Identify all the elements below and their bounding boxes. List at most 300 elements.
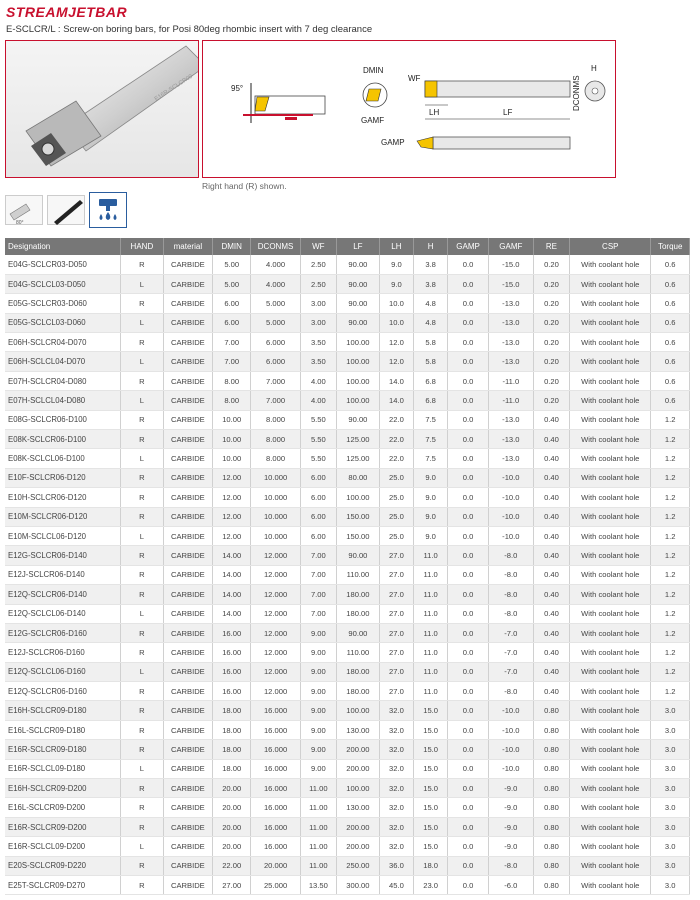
table-cell: CARBIDE bbox=[163, 371, 212, 390]
lf-label: LF bbox=[503, 108, 513, 117]
table-row bbox=[5, 333, 690, 352]
table-cell: 100.00 bbox=[337, 352, 380, 371]
table-cell: 27.0 bbox=[379, 585, 413, 604]
table-cell: 12.000 bbox=[251, 546, 300, 565]
column-header: LF bbox=[337, 238, 380, 255]
table-row bbox=[5, 585, 690, 604]
table-cell: CARBIDE bbox=[163, 333, 212, 352]
table-cell: 11.00 bbox=[300, 837, 336, 856]
table-cell: 11.0 bbox=[414, 565, 448, 584]
table-cell: 0.6 bbox=[651, 352, 690, 371]
table-cell: 0.20 bbox=[533, 255, 569, 274]
table-cell: 0.40 bbox=[533, 449, 569, 468]
table-cell: -8.0 bbox=[488, 604, 533, 623]
table-cell: 0.0 bbox=[448, 682, 489, 701]
table-cell: 5.000 bbox=[251, 313, 300, 332]
table-cell: 0.0 bbox=[448, 585, 489, 604]
table-cell: 32.0 bbox=[379, 817, 413, 836]
table-cell: 0.20 bbox=[533, 391, 569, 410]
bar-top-view bbox=[408, 74, 581, 119]
table-cell: 9.0 bbox=[414, 507, 448, 526]
table-body bbox=[5, 255, 690, 895]
table-cell: 90.00 bbox=[337, 313, 380, 332]
table-cell: 7.5 bbox=[414, 430, 448, 449]
table-cell: 32.0 bbox=[379, 701, 413, 720]
table-row bbox=[5, 643, 690, 662]
table-cell: 0.0 bbox=[448, 643, 489, 662]
table-cell: CARBIDE bbox=[163, 643, 212, 662]
table-cell: -13.0 bbox=[488, 333, 533, 352]
table-cell: With coolant hole bbox=[570, 526, 651, 545]
table-cell: 7.00 bbox=[300, 585, 336, 604]
table-cell: 23.0 bbox=[414, 876, 448, 895]
table-cell: 11.0 bbox=[414, 546, 448, 565]
table-cell: E07H-SCLCR04-D080 bbox=[5, 371, 121, 390]
table-row bbox=[5, 255, 690, 274]
table-cell: 15.0 bbox=[414, 701, 448, 720]
table-cell: -7.0 bbox=[488, 643, 533, 662]
table-cell: 5.00 bbox=[212, 274, 251, 293]
column-header: Torque bbox=[651, 238, 690, 255]
table-cell: 12.000 bbox=[251, 565, 300, 584]
table-cell: -13.0 bbox=[488, 430, 533, 449]
thumbnail-row bbox=[5, 192, 127, 228]
table-row bbox=[5, 371, 690, 390]
table-cell: 0.0 bbox=[448, 759, 489, 778]
table-cell: With coolant hole bbox=[570, 798, 651, 817]
table-cell: 9.00 bbox=[300, 662, 336, 681]
table-cell: R bbox=[121, 255, 164, 274]
table-cell: 18.00 bbox=[212, 740, 251, 759]
table-cell: 5.00 bbox=[212, 255, 251, 274]
table-cell: With coolant hole bbox=[570, 371, 651, 390]
table-cell: 15.0 bbox=[414, 798, 448, 817]
table-cell: 3.00 bbox=[300, 294, 336, 313]
table-cell: R bbox=[121, 585, 164, 604]
table-cell: 0.20 bbox=[533, 333, 569, 352]
table-cell: E12G-SCLCR06-D140 bbox=[5, 546, 121, 565]
table-cell: 90.00 bbox=[337, 274, 380, 293]
table-cell: 25.0 bbox=[379, 468, 413, 487]
table-cell: CARBIDE bbox=[163, 759, 212, 778]
table-row bbox=[5, 720, 690, 739]
table-cell: 0.40 bbox=[533, 682, 569, 701]
table-cell: 0.0 bbox=[448, 701, 489, 720]
table-row bbox=[5, 779, 690, 798]
table-cell: 10.0 bbox=[379, 313, 413, 332]
table-cell: With coolant hole bbox=[570, 720, 651, 739]
table-cell: With coolant hole bbox=[570, 255, 651, 274]
table-cell: 0.40 bbox=[533, 604, 569, 623]
table-row bbox=[5, 352, 690, 371]
table-cell: 180.00 bbox=[337, 682, 380, 701]
table-cell: E10M-SCLCR06-D120 bbox=[5, 507, 121, 526]
table-cell: 5.50 bbox=[300, 449, 336, 468]
dconms-label: DCONMS bbox=[572, 75, 581, 111]
table-cell: 27.00 bbox=[212, 876, 251, 895]
table-cell: 6.00 bbox=[300, 488, 336, 507]
table-cell: 0.40 bbox=[533, 430, 569, 449]
table-cell: CARBIDE bbox=[163, 468, 212, 487]
table-cell: 16.000 bbox=[251, 817, 300, 836]
table-cell: 16.000 bbox=[251, 798, 300, 817]
table-cell: 27.0 bbox=[379, 682, 413, 701]
table-cell: 8.000 bbox=[251, 430, 300, 449]
table-cell: 0.0 bbox=[448, 410, 489, 429]
table-cell: With coolant hole bbox=[570, 817, 651, 836]
table-cell: CARBIDE bbox=[163, 488, 212, 507]
table-cell: 7.5 bbox=[414, 449, 448, 468]
table-cell: -13.0 bbox=[488, 352, 533, 371]
table-cell: 0.0 bbox=[448, 430, 489, 449]
approach-angle-sketch bbox=[231, 83, 325, 123]
column-header: LH bbox=[379, 238, 413, 255]
page-subtitle: E-SCLCR/L : Screw-on boring bars, for Posi 80deg rhombic insert with 7 deg clearance bbox=[6, 24, 373, 35]
table-cell: 200.00 bbox=[337, 740, 380, 759]
table-cell: 90.00 bbox=[337, 623, 380, 642]
table-cell: 36.0 bbox=[379, 856, 413, 875]
table-row bbox=[5, 662, 690, 681]
table-cell: With coolant hole bbox=[570, 546, 651, 565]
table-cell: 16.000 bbox=[251, 759, 300, 778]
table-row bbox=[5, 798, 690, 817]
table-cell: E05G-SCLCL03-D060 bbox=[5, 313, 121, 332]
table-cell: 5.000 bbox=[251, 294, 300, 313]
table-cell: CARBIDE bbox=[163, 720, 212, 739]
table-cell: 1.2 bbox=[651, 565, 690, 584]
brand-logo: STREAMJETBAR bbox=[6, 4, 128, 20]
table-cell: 14.0 bbox=[379, 371, 413, 390]
table-cell: CARBIDE bbox=[163, 565, 212, 584]
table-cell: E08G-SCLCR06-D100 bbox=[5, 410, 121, 429]
table-cell: 14.00 bbox=[212, 604, 251, 623]
table-cell: 0.20 bbox=[533, 274, 569, 293]
table-cell: 11.0 bbox=[414, 604, 448, 623]
table-cell: 3.00 bbox=[300, 313, 336, 332]
table-cell: 130.00 bbox=[337, 720, 380, 739]
table-cell: L bbox=[121, 391, 164, 410]
table-cell: CARBIDE bbox=[163, 546, 212, 565]
table-cell: 13.50 bbox=[300, 876, 336, 895]
table-cell: 11.00 bbox=[300, 779, 336, 798]
table-cell: 1.2 bbox=[651, 468, 690, 487]
table-cell: 16.00 bbox=[212, 623, 251, 642]
table-cell: -13.0 bbox=[488, 294, 533, 313]
table-cell: 9.00 bbox=[300, 643, 336, 662]
table-cell: 7.00 bbox=[212, 333, 251, 352]
table-cell: -8.0 bbox=[488, 856, 533, 875]
table-cell: R bbox=[121, 507, 164, 526]
table-cell: -13.0 bbox=[488, 449, 533, 468]
table-cell: 150.00 bbox=[337, 526, 380, 545]
table-cell: 0.0 bbox=[448, 255, 489, 274]
table-cell: 12.00 bbox=[212, 468, 251, 487]
table-cell: 4.8 bbox=[414, 313, 448, 332]
table-cell: 1.2 bbox=[651, 604, 690, 623]
table-cell: With coolant hole bbox=[570, 604, 651, 623]
table-cell: -13.0 bbox=[488, 410, 533, 429]
table-cell: 0.40 bbox=[533, 546, 569, 565]
table-cell: 32.0 bbox=[379, 759, 413, 778]
table-cell: -9.0 bbox=[488, 837, 533, 856]
table-row bbox=[5, 430, 690, 449]
table-cell: 0.40 bbox=[533, 410, 569, 429]
table-cell: With coolant hole bbox=[570, 740, 651, 759]
table-cell: With coolant hole bbox=[570, 468, 651, 487]
table-cell: 0.80 bbox=[533, 720, 569, 739]
table-cell: 200.00 bbox=[337, 837, 380, 856]
table-cell: E12G-SCLCR06-D160 bbox=[5, 623, 121, 642]
table-cell: 7.00 bbox=[212, 352, 251, 371]
table-row bbox=[5, 701, 690, 720]
table-cell: L bbox=[121, 449, 164, 468]
table-cell: 100.00 bbox=[337, 488, 380, 507]
table-cell: 0.0 bbox=[448, 565, 489, 584]
table-cell: 9.0 bbox=[379, 255, 413, 274]
table-header-row bbox=[5, 238, 690, 255]
table-cell: 10.00 bbox=[212, 449, 251, 468]
table-cell: 18.00 bbox=[212, 701, 251, 720]
table-cell: 6.00 bbox=[300, 468, 336, 487]
table-cell: CARBIDE bbox=[163, 798, 212, 817]
table-cell: L bbox=[121, 837, 164, 856]
table-row bbox=[5, 313, 690, 332]
specification-table bbox=[5, 238, 690, 895]
table-cell: 20.00 bbox=[212, 779, 251, 798]
insert-thumbnail bbox=[5, 195, 43, 225]
table-cell: CARBIDE bbox=[163, 837, 212, 856]
table-cell: R bbox=[121, 701, 164, 720]
table-cell: 3.0 bbox=[651, 798, 690, 817]
table-cell: 0.0 bbox=[448, 740, 489, 759]
table-cell: 32.0 bbox=[379, 779, 413, 798]
table-cell: -10.0 bbox=[488, 740, 533, 759]
table-cell: R bbox=[121, 294, 164, 313]
table-cell: 16.00 bbox=[212, 662, 251, 681]
table-cell: 0.0 bbox=[448, 333, 489, 352]
table-cell: 130.00 bbox=[337, 798, 380, 817]
table-cell: 14.00 bbox=[212, 546, 251, 565]
table-cell: 6.000 bbox=[251, 333, 300, 352]
table-cell: 0.40 bbox=[533, 623, 569, 642]
table-cell: 0.0 bbox=[448, 488, 489, 507]
table-cell: 1.2 bbox=[651, 643, 690, 662]
technical-drawing bbox=[202, 40, 616, 178]
table-cell: 0.0 bbox=[448, 294, 489, 313]
table-cell: 8.00 bbox=[212, 391, 251, 410]
table-cell: E10F-SCLCR06-D120 bbox=[5, 468, 121, 487]
gamf-label: GAMF bbox=[361, 116, 385, 125]
table-cell: L bbox=[121, 662, 164, 681]
table-cell: 25.0 bbox=[379, 488, 413, 507]
table-cell: 0.40 bbox=[533, 526, 569, 545]
table-cell: 32.0 bbox=[379, 798, 413, 817]
coolant-icon bbox=[89, 192, 127, 228]
table-cell: 0.80 bbox=[533, 740, 569, 759]
table-cell: 4.000 bbox=[251, 274, 300, 293]
table-cell: 0.80 bbox=[533, 779, 569, 798]
table-cell: With coolant hole bbox=[570, 623, 651, 642]
table-cell: CARBIDE bbox=[163, 391, 212, 410]
table-cell: 0.0 bbox=[448, 507, 489, 526]
table-cell: E16R-SCLCR09-D200 bbox=[5, 817, 121, 836]
table-row bbox=[5, 856, 690, 875]
table-cell: -11.0 bbox=[488, 391, 533, 410]
table-cell: 200.00 bbox=[337, 817, 380, 836]
table-cell: 10.00 bbox=[212, 410, 251, 429]
table-cell: With coolant hole bbox=[570, 488, 651, 507]
table-cell: 1.2 bbox=[651, 449, 690, 468]
table-cell: CARBIDE bbox=[163, 585, 212, 604]
table-cell: 6.000 bbox=[251, 352, 300, 371]
table-row bbox=[5, 682, 690, 701]
table-cell: 200.00 bbox=[337, 759, 380, 778]
table-cell: 100.00 bbox=[337, 391, 380, 410]
wf-label: WF bbox=[408, 74, 421, 83]
table-cell: 0.0 bbox=[448, 546, 489, 565]
table-cell: 12.00 bbox=[212, 507, 251, 526]
table-cell: 0.6 bbox=[651, 371, 690, 390]
table-cell: With coolant hole bbox=[570, 333, 651, 352]
table-cell: 3.0 bbox=[651, 856, 690, 875]
table-row bbox=[5, 565, 690, 584]
table-cell: 0.0 bbox=[448, 856, 489, 875]
table-cell: 0.0 bbox=[448, 274, 489, 293]
table-cell: 9.0 bbox=[379, 274, 413, 293]
table-cell: E12Q-SCLCR06-D140 bbox=[5, 585, 121, 604]
table-cell: CARBIDE bbox=[163, 507, 212, 526]
table-cell: -8.0 bbox=[488, 565, 533, 584]
table-cell: 32.0 bbox=[379, 720, 413, 739]
table-cell: 11.00 bbox=[300, 856, 336, 875]
table-row bbox=[5, 468, 690, 487]
table-cell: E16L-SCLCR09-D180 bbox=[5, 720, 121, 739]
table-cell: E04G-SCLCL03-D050 bbox=[5, 274, 121, 293]
table-cell: R bbox=[121, 643, 164, 662]
drawing-caption: Right hand (R) shown. bbox=[202, 181, 287, 191]
table-cell: 100.00 bbox=[337, 371, 380, 390]
table-cell: E10M-SCLCL06-D120 bbox=[5, 526, 121, 545]
table-row bbox=[5, 410, 690, 429]
table-cell: 6.8 bbox=[414, 371, 448, 390]
table-cell: 6.8 bbox=[414, 391, 448, 410]
table-cell: -6.0 bbox=[488, 876, 533, 895]
table-row bbox=[5, 837, 690, 856]
table-cell: R bbox=[121, 623, 164, 642]
table-cell: 0.0 bbox=[448, 662, 489, 681]
table-cell: CARBIDE bbox=[163, 856, 212, 875]
table-cell: 0.6 bbox=[651, 274, 690, 293]
table-cell: 1.2 bbox=[651, 430, 690, 449]
column-header: DMIN bbox=[212, 238, 251, 255]
column-header: RE bbox=[533, 238, 569, 255]
table-cell: -8.0 bbox=[488, 682, 533, 701]
table-cell: R bbox=[121, 817, 164, 836]
table-cell: 8.00 bbox=[212, 371, 251, 390]
table-cell: E12Q-SCLCR06-D160 bbox=[5, 682, 121, 701]
table-row bbox=[5, 391, 690, 410]
table-cell: CARBIDE bbox=[163, 352, 212, 371]
table-cell: 25.0 bbox=[379, 507, 413, 526]
table-cell: 0.0 bbox=[448, 720, 489, 739]
table-cell: 0.20 bbox=[533, 352, 569, 371]
insert-detail bbox=[361, 66, 387, 125]
table-cell: 11.00 bbox=[300, 817, 336, 836]
table-cell: 4.000 bbox=[251, 255, 300, 274]
table-cell: 16.000 bbox=[251, 720, 300, 739]
table-cell: 0.0 bbox=[448, 449, 489, 468]
table-cell: 32.0 bbox=[379, 837, 413, 856]
table-cell: R bbox=[121, 468, 164, 487]
table-cell: -10.0 bbox=[488, 507, 533, 526]
table-cell: -7.0 bbox=[488, 623, 533, 642]
table-cell: 300.00 bbox=[337, 876, 380, 895]
table-cell: 180.00 bbox=[337, 662, 380, 681]
table-cell: 0.0 bbox=[448, 526, 489, 545]
table-cell: -9.0 bbox=[488, 798, 533, 817]
table-cell: 100.00 bbox=[337, 333, 380, 352]
table-cell: 1.2 bbox=[651, 526, 690, 545]
table-row bbox=[5, 604, 690, 623]
table-cell: 15.0 bbox=[414, 740, 448, 759]
table-cell: E16H-SCLCR09-D180 bbox=[5, 701, 121, 720]
table-cell: 16.000 bbox=[251, 701, 300, 720]
table-cell: 16.000 bbox=[251, 837, 300, 856]
lh-label: LH bbox=[429, 108, 440, 117]
table-cell: 0.40 bbox=[533, 643, 569, 662]
table-cell: CARBIDE bbox=[163, 294, 212, 313]
table-cell: With coolant hole bbox=[570, 449, 651, 468]
column-header: HAND bbox=[121, 238, 164, 255]
table-cell: 16.000 bbox=[251, 740, 300, 759]
table-cell: 90.00 bbox=[337, 546, 380, 565]
table-cell: E05G-SCLCR03-D060 bbox=[5, 294, 121, 313]
table-cell: 4.8 bbox=[414, 294, 448, 313]
table-cell: 12.000 bbox=[251, 682, 300, 701]
table-cell: -9.0 bbox=[488, 817, 533, 836]
table-cell: 12.00 bbox=[212, 526, 251, 545]
table-cell: E12Q-SCLCL06-D160 bbox=[5, 662, 121, 681]
bar-side-view bbox=[381, 137, 570, 149]
table-cell: 1.2 bbox=[651, 410, 690, 429]
table-cell: 0.6 bbox=[651, 333, 690, 352]
table-cell: L bbox=[121, 352, 164, 371]
table-cell: -11.0 bbox=[488, 371, 533, 390]
table-cell: 2.50 bbox=[300, 255, 336, 274]
column-header: material bbox=[163, 238, 212, 255]
table-cell: With coolant hole bbox=[570, 565, 651, 584]
table-cell: 15.0 bbox=[414, 759, 448, 778]
table-cell: 10.000 bbox=[251, 526, 300, 545]
table-cell: With coolant hole bbox=[570, 837, 651, 856]
table-cell: With coolant hole bbox=[570, 313, 651, 332]
table-cell: 9.0 bbox=[414, 468, 448, 487]
table-cell: 12.000 bbox=[251, 604, 300, 623]
table-cell: 14.0 bbox=[379, 391, 413, 410]
table-row bbox=[5, 294, 690, 313]
table-cell: 16.00 bbox=[212, 682, 251, 701]
table-cell: 9.00 bbox=[300, 623, 336, 642]
table-cell: With coolant hole bbox=[570, 759, 651, 778]
table-cell: With coolant hole bbox=[570, 352, 651, 371]
table-row bbox=[5, 623, 690, 642]
column-header: WF bbox=[300, 238, 336, 255]
table-cell: With coolant hole bbox=[570, 682, 651, 701]
table-cell: R bbox=[121, 371, 164, 390]
table-cell: 25.000 bbox=[251, 876, 300, 895]
table-row bbox=[5, 546, 690, 565]
table-cell: 15.0 bbox=[414, 817, 448, 836]
